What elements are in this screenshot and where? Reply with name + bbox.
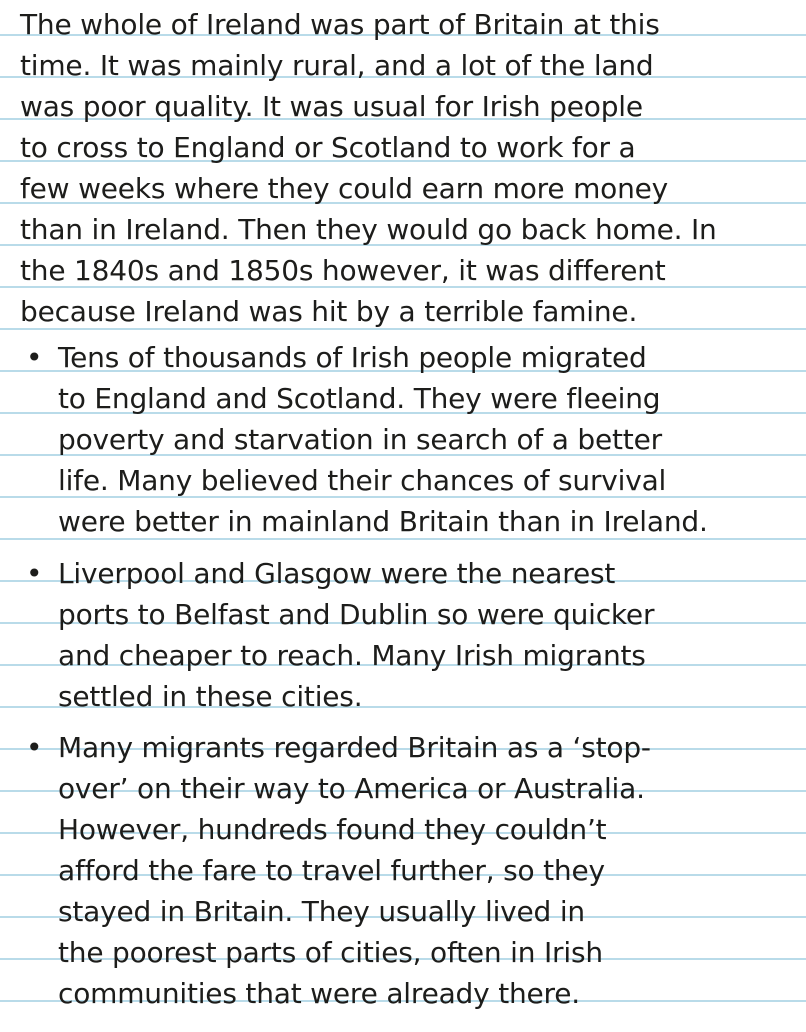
intro-line: was poor quality. It was usual for Irish people xyxy=(20,90,643,123)
intro-line: to cross to England or Scotland to work for a xyxy=(20,131,636,164)
bullet-line: life. Many believed their chances of survival xyxy=(58,464,667,497)
page-content xyxy=(20,4,800,1014)
bullet-icon: • xyxy=(26,731,43,764)
intro-line: time. It was mainly rural, and a lot of the land xyxy=(20,49,654,82)
bullet-line: communities that were already there. xyxy=(58,977,580,1010)
intro-line: few weeks where they could earn more money xyxy=(20,172,669,205)
bullet-line: over’ on their way to America or Australia. xyxy=(58,772,645,805)
bullet-icon: • xyxy=(26,557,43,590)
intro-line: the 1840s and 1850s however, it was different xyxy=(20,254,666,287)
bullet-item-irish-migration xyxy=(20,337,800,542)
bullet-line: the poorest parts of cities, often in Irish xyxy=(58,936,603,969)
bullet-item-stop-over xyxy=(20,727,800,1014)
bullet-line: to England and Scotland. They were fleeing xyxy=(58,382,661,415)
bullet-line: and cheaper to reach. Many Irish migrants xyxy=(58,639,646,672)
bullet-line: Many migrants regarded Britain as a ‘stop- xyxy=(58,731,651,764)
bullet-line: settled in these cities. xyxy=(58,680,363,713)
bullet-line: Tens of thousands of Irish people migrated xyxy=(58,341,647,374)
bullet-item-nearest-ports xyxy=(20,553,800,717)
intro-line: because Ireland was hit by a terrible famine. xyxy=(20,295,638,328)
bullet-list xyxy=(20,337,800,1014)
bullet-icon: • xyxy=(26,341,43,374)
bullet-line: poverty and starvation in search of a better xyxy=(58,423,662,456)
bullet-line: Liverpool and Glasgow were the nearest xyxy=(58,557,616,590)
bullet-line: were better in mainland Britain than in Ireland. xyxy=(58,505,708,538)
intro-line: than in Ireland. Then they would go back home. In xyxy=(20,213,717,246)
bullet-line: However, hundreds found they couldn’t xyxy=(58,813,607,846)
bullet-line: ports to Belfast and Dublin so were quicker xyxy=(58,598,655,631)
bullet-line: afford the fare to travel further, so they xyxy=(58,854,605,887)
intro-line: The whole of Ireland was part of Britain at this xyxy=(20,8,660,41)
bullet-line: stayed in Britain. They usually lived in xyxy=(58,895,585,928)
intro-paragraph xyxy=(20,4,800,332)
